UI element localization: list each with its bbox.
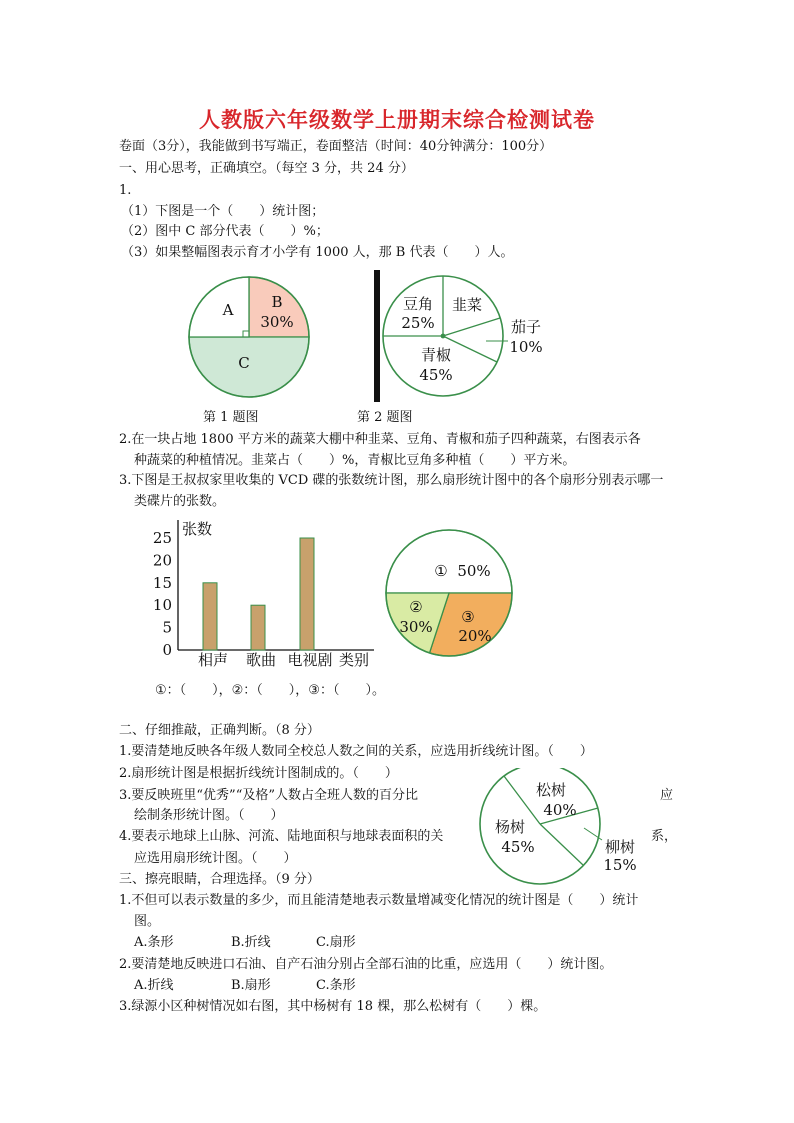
figure2-caption: 第 2 题图 <box>357 410 413 425</box>
choice-q1-line2: 图。 <box>134 914 161 929</box>
pie2-value-eggplant: 10% <box>509 338 543 356</box>
judge-q1: 1.要清楚地反映各年级人数同全校总人数之间的关系，应选用折线统计图。（ ） <box>119 744 593 759</box>
choice-q3: 3.绿源小区种树情况如右图，其中杨树有 18 棵，那么松树有（ ）棵。 <box>119 999 547 1014</box>
bar-y-tick-label: 10 <box>152 596 172 615</box>
bar-y-tick-label: 25 <box>152 529 172 547</box>
figure3-pie-chart <box>382 526 522 666</box>
choice-q2-option-a: A.折线 <box>134 978 174 993</box>
bar-x-axis-label: 类别 <box>338 651 370 669</box>
pie3-label-2: ② <box>409 598 423 616</box>
judge-q4-line1: 4.要表示地球上山脉、河流、陆地面积与地球表面积的关 <box>119 829 444 844</box>
pie3-label-1: ① <box>434 562 448 580</box>
trees-value-willow: 15% <box>603 856 637 874</box>
figure2-pie-chart <box>368 266 548 406</box>
pie3-slice-1 <box>386 530 512 593</box>
bar-y-tick-label: 5 <box>162 618 172 637</box>
bar-1 <box>203 583 217 650</box>
q2-line1: 2.在一块占地 1800 平方米的蔬菜大棚中种韭菜、豆角、青椒和茄子四种蔬菜，右图表示各 <box>119 432 641 447</box>
bar-category-label: 相声 <box>197 651 229 669</box>
judge-q3-tail: 应 <box>660 788 674 803</box>
pie2-label-eggplant: 茄子 <box>510 318 542 336</box>
pie1-label-c: C <box>238 354 250 372</box>
q2-line2: 种蔬菜的种植情况。韭菜占（ ）%，青椒比豆角多种植（ ）平方米。 <box>134 453 576 468</box>
q3-line2: 类碟片的张数。 <box>134 494 226 509</box>
bar-y-tick-label: 0 <box>162 641 172 659</box>
bar-y-tick-label: 15 <box>152 573 172 592</box>
section3-heading: 三、擦亮眼睛，合理选择。（9 分） <box>119 872 320 887</box>
trees-label-poplar: 杨树 <box>494 818 526 836</box>
trees-label-pine: 松树 <box>535 781 567 799</box>
choice-q2-option-c: C.条形 <box>316 978 356 993</box>
q1-part-b: （2）图中 C 部分代表（ ）%； <box>121 224 329 239</box>
q3-answer-blanks: ①：（ ），②：（ ），③：（ ）。 <box>155 683 385 698</box>
pie2-label-beans: 豆角 <box>402 295 434 313</box>
q1-part-c: （3）如果整幅图表示育才小学有 1000 人，那 B 代表（ ）人。 <box>121 245 514 260</box>
pie3-value-2: 30% <box>399 618 433 636</box>
pie1-value-b: 30% <box>260 313 294 331</box>
trees-value-pine: 40% <box>543 801 577 819</box>
pie3-value-1: 50% <box>457 562 491 580</box>
bar-3 <box>300 538 314 650</box>
bar-y-tick-label: 20 <box>152 551 172 570</box>
choice-q1-option-c: C.扇形 <box>316 935 356 950</box>
q3-line1: 3.下图是王叔叔家里收集的 VCD 碟的张数统计图，那么扇形统计图中的各个扇形分别表示哪一 <box>119 473 664 488</box>
trees-label-willow: 柳树 <box>604 838 636 856</box>
trees-pie-chart <box>474 768 654 888</box>
judge-q3-line1: 3.要反映班里“优秀”“及格”人数占全班人数的百分比 <box>119 788 418 803</box>
bar-category-label: 电视剧 <box>287 651 333 669</box>
choice-q1-option-b: B.折线 <box>231 935 271 950</box>
figure1-caption: 第 1 题图 <box>203 410 259 425</box>
pie2-value-pepper: 45% <box>419 366 453 384</box>
judge-q2: 2.扇形统计图是根据折线统计图制成的。（ ） <box>119 766 398 781</box>
pie2-label-pepper: 青椒 <box>420 346 452 364</box>
q1-part-a: （1）下图是一个（ ）统计图； <box>121 204 325 219</box>
vertical-divider-bar <box>374 270 380 402</box>
pie1-slice-a <box>189 277 249 337</box>
trees-value-poplar: 45% <box>501 838 535 856</box>
bar-2 <box>251 605 265 650</box>
judge-q4-line2: 应选用扇形统计图。（ ） <box>134 851 297 866</box>
section2-heading: 二、仔细推敲，正确判断。（8 分） <box>119 723 320 738</box>
figure3-bar-chart <box>140 512 380 672</box>
figure1-pie-chart <box>180 272 320 402</box>
page-title: 人教版六年级数学上册期末综合检测试卷 <box>199 107 595 132</box>
choice-q2: 2.要清楚地反映进口石油、自产石油分别占全部石油的比重，应选用（ ）统计图。 <box>119 957 613 972</box>
bar-category-label: 歌曲 <box>245 651 277 669</box>
pie1-label-a: A <box>222 301 234 319</box>
judge-q3-line2: 绘制条形统计图。（ ） <box>134 808 284 823</box>
judge-q4-tail: 系， <box>651 829 678 844</box>
choice-q2-option-b: B.扇形 <box>231 978 271 993</box>
pie3-label-3: ③ <box>461 608 475 626</box>
pie2-value-beans: 25% <box>401 314 435 332</box>
pie3-value-3: 20% <box>458 627 492 645</box>
pie1-label-b: B <box>271 293 283 311</box>
q1-number: 1. <box>119 183 132 198</box>
pie2-label-chives: 韭菜 <box>451 296 483 314</box>
bar-y-axis-label: 张数 <box>182 520 213 538</box>
header-note: 卷面（3分），我能做到书写端正，卷面整洁（时间：40分钟满分：100分） <box>119 139 553 154</box>
section1-heading: 一、用心思考，正确填空。（每空 3 分，共 24 分） <box>119 161 414 176</box>
choice-q1-option-a: A.条形 <box>134 935 174 950</box>
choice-q1-line1: 1.不但可以表示数量的多少，而且能清楚地表示数量增减变化情况的统计图是（ ）统计 <box>119 893 639 908</box>
